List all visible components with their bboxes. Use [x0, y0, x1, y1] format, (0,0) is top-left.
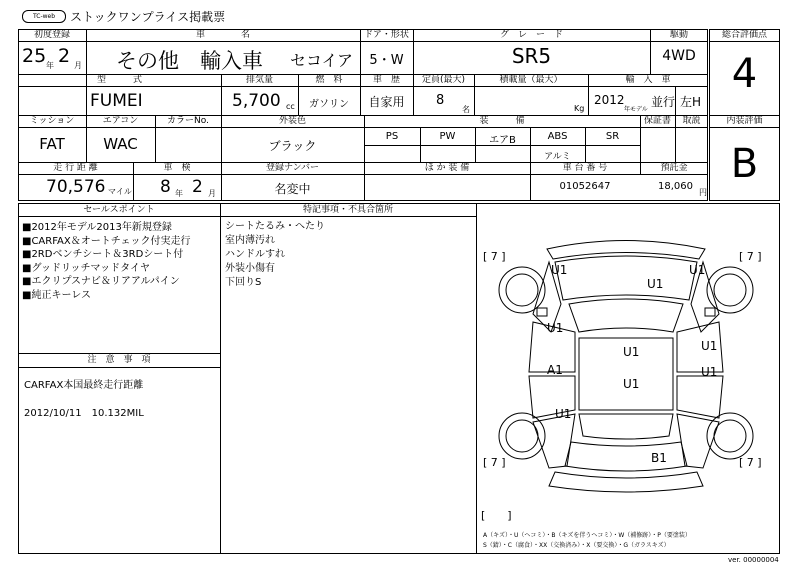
aircon-label: エアコン	[102, 116, 139, 126]
equip-ps: PS	[385, 131, 399, 142]
overall-rating-label: 総合評価点	[721, 30, 767, 40]
chassis-number: 01052647	[559, 181, 611, 192]
mark-left-rear-door: A1	[547, 363, 563, 377]
remark-item: 下回りS	[225, 277, 262, 288]
drive-label: 駆動	[669, 30, 688, 40]
tire-front-right	[707, 267, 753, 313]
tire-front-left	[499, 267, 545, 313]
first-reg-month: 2	[58, 45, 71, 67]
windshield	[569, 299, 683, 332]
history: 自家用	[368, 95, 405, 109]
mileage-unit: マイル	[108, 187, 132, 196]
equip-airbag: エアB	[489, 135, 516, 146]
first-reg-year-unit: 年	[46, 61, 54, 70]
remark-item: ハンドルすれ	[225, 249, 285, 260]
remark-item: 外装小傷有	[225, 263, 275, 274]
import-type: 並行	[651, 95, 676, 109]
remark-item: 室内薄汚れ	[225, 235, 275, 246]
displacement-unit: cc	[286, 102, 295, 111]
mileage-label: 走 行 距 離	[53, 163, 98, 173]
drive: 4WD	[662, 48, 696, 64]
mission: FAT	[39, 135, 65, 153]
mark-roof: U1	[623, 345, 640, 359]
load-unit: Kg	[574, 104, 585, 113]
mission-label: ミッション	[29, 116, 75, 126]
chassis-label: 車 台 番 号	[562, 163, 608, 173]
mark-left-fender: U1	[547, 321, 564, 335]
equipment-label: 装 備	[479, 116, 525, 126]
notes-label: 注 意 事 項	[87, 355, 151, 365]
left-quarter	[533, 414, 575, 468]
inspection-month-unit: 月	[208, 189, 216, 198]
sales-point-item: ■2RDベンチシート＆3RDシート付	[22, 249, 184, 260]
interior-rating-label: 内装評価	[726, 116, 763, 126]
exterior-color-label: 外装色	[278, 116, 306, 126]
deposit-label: 預託金	[660, 163, 688, 173]
rear-glass	[579, 414, 673, 439]
capacity-label: 定員(最大)	[421, 75, 466, 85]
plate-number: 名変中	[274, 182, 311, 196]
inspection-label: 車 検	[163, 163, 191, 173]
equip-pw: PW	[439, 131, 456, 142]
bracket-rear-left: [ 7 ]	[483, 456, 506, 469]
car-diagram	[477, 204, 779, 553]
notes-line-2: 2012/10/11 10.132MIL	[24, 408, 144, 419]
mark-left-quarter: U1	[555, 407, 572, 421]
bracket-front-right: [ 7 ]	[739, 250, 762, 263]
hood	[555, 256, 697, 300]
tailgate	[565, 442, 687, 471]
page-title: ストックワンプライス掲載票	[70, 10, 226, 24]
car-name: その他 輸入車	[116, 49, 263, 73]
mark-rear: B1	[651, 451, 667, 465]
model-label: 型 式	[96, 75, 142, 85]
color-no-label: カラーNo.	[167, 116, 209, 126]
fuel-label: 燃 料	[315, 75, 343, 85]
interior-rating: B	[730, 141, 759, 187]
remarks-label: 特記事項・不具合箇所	[302, 205, 393, 215]
fuel: ガソリン	[309, 99, 349, 110]
mark-right-rear-door: U1	[701, 365, 718, 379]
remark-item: シートたるみ・へたり	[225, 221, 325, 232]
load-label: 積載量（最大）	[499, 75, 563, 85]
notes-line-1: CARFAX本国最終走行距離	[24, 380, 144, 391]
displacement-label: 排気量	[245, 75, 273, 85]
equip-abs: ABS	[547, 131, 568, 142]
inspection-year-unit: 年	[175, 189, 183, 198]
bracket-spare: [ ]	[481, 509, 512, 522]
model: FUMEI	[90, 91, 143, 111]
logo: TC-web	[22, 10, 66, 23]
right-rear-door	[677, 376, 723, 418]
mark-right-door: U1	[701, 339, 718, 353]
legend-line-1: A（キズ）・U（ヘコミ）・B（キズを伴うヘコミ）・W（補修跡）・P（要塗装）	[483, 532, 691, 539]
history-label: 車 歴	[372, 75, 400, 85]
mileage: 70,576	[46, 177, 106, 197]
mark-roof-rear: U1	[623, 377, 640, 391]
version-label: ver. 00000004	[728, 556, 779, 564]
overall-rating: 4	[731, 51, 758, 97]
first-reg-label: 初度登録	[33, 30, 70, 40]
car-model-name: セコイア	[290, 51, 354, 70]
sales-point-item: ■グッドリッチマッドタイヤ	[22, 262, 150, 274]
equip-sr: SR	[605, 131, 620, 142]
other-equip-label: ほ か 装 備	[424, 163, 470, 173]
mark-front-left-tire: U1	[551, 263, 568, 277]
sales-points-label: セールスポイント	[83, 205, 155, 215]
inspection-month: 2	[192, 177, 203, 197]
deposit: 18,060	[658, 181, 693, 192]
grade-label: グ レ ー ド	[499, 30, 563, 40]
door-shape-label: ドア・形状	[364, 30, 409, 40]
capacity: 8	[436, 93, 445, 108]
capacity-unit: 名	[462, 105, 470, 114]
warranty-label: 保証書	[643, 116, 671, 126]
sales-point-item: ■エクリプスナビ＆リアアルパイン	[22, 276, 180, 287]
door-shape: 5・W	[369, 53, 404, 68]
manual-label: 取説	[682, 116, 701, 126]
grade: SR5	[511, 44, 552, 68]
mark-hood: U1	[647, 277, 664, 291]
import-label: 輸 入 車	[625, 75, 671, 85]
sales-point-item: ■純正キーレス	[22, 289, 91, 301]
aircon: WAC	[103, 135, 138, 153]
deposit-unit: 円	[699, 188, 707, 197]
bracket-front-left: [ 7 ]	[483, 250, 506, 263]
sales-point-item: ■2012年モデル2013年新規登録	[22, 222, 172, 233]
mirror-left	[537, 308, 547, 316]
sales-points-list	[22, 221, 190, 302]
rear-bumper	[549, 472, 703, 492]
inspection-year: 8	[160, 177, 171, 197]
remarks-list	[225, 220, 325, 290]
sales-point-item: ■CARFAX＆オートチェック付実走行	[22, 235, 191, 247]
import-handle: 左H	[680, 95, 702, 109]
first-reg-year: 25	[22, 45, 47, 67]
legend-line-2: S（錆）・C（腐食）・XX（交換済み）・X（要交換）・G（ガラスキズ）	[483, 542, 670, 549]
plate-label: 登録ナンバー	[266, 163, 319, 173]
exterior-color: ブラック	[268, 139, 317, 153]
displacement: 5,700	[232, 91, 281, 111]
mirror-right	[705, 308, 715, 316]
equip-alloy: アルミ	[544, 152, 571, 162]
mark-front-right-tire: U1	[689, 263, 706, 277]
import-year-unit: 年モデル	[624, 106, 648, 113]
first-reg-month-unit: 月	[74, 61, 82, 70]
bracket-rear-right: [ 7 ]	[739, 456, 762, 469]
right-quarter	[677, 414, 719, 468]
car-name-label: 車 名	[195, 30, 250, 40]
import-year: 2012	[594, 93, 625, 107]
